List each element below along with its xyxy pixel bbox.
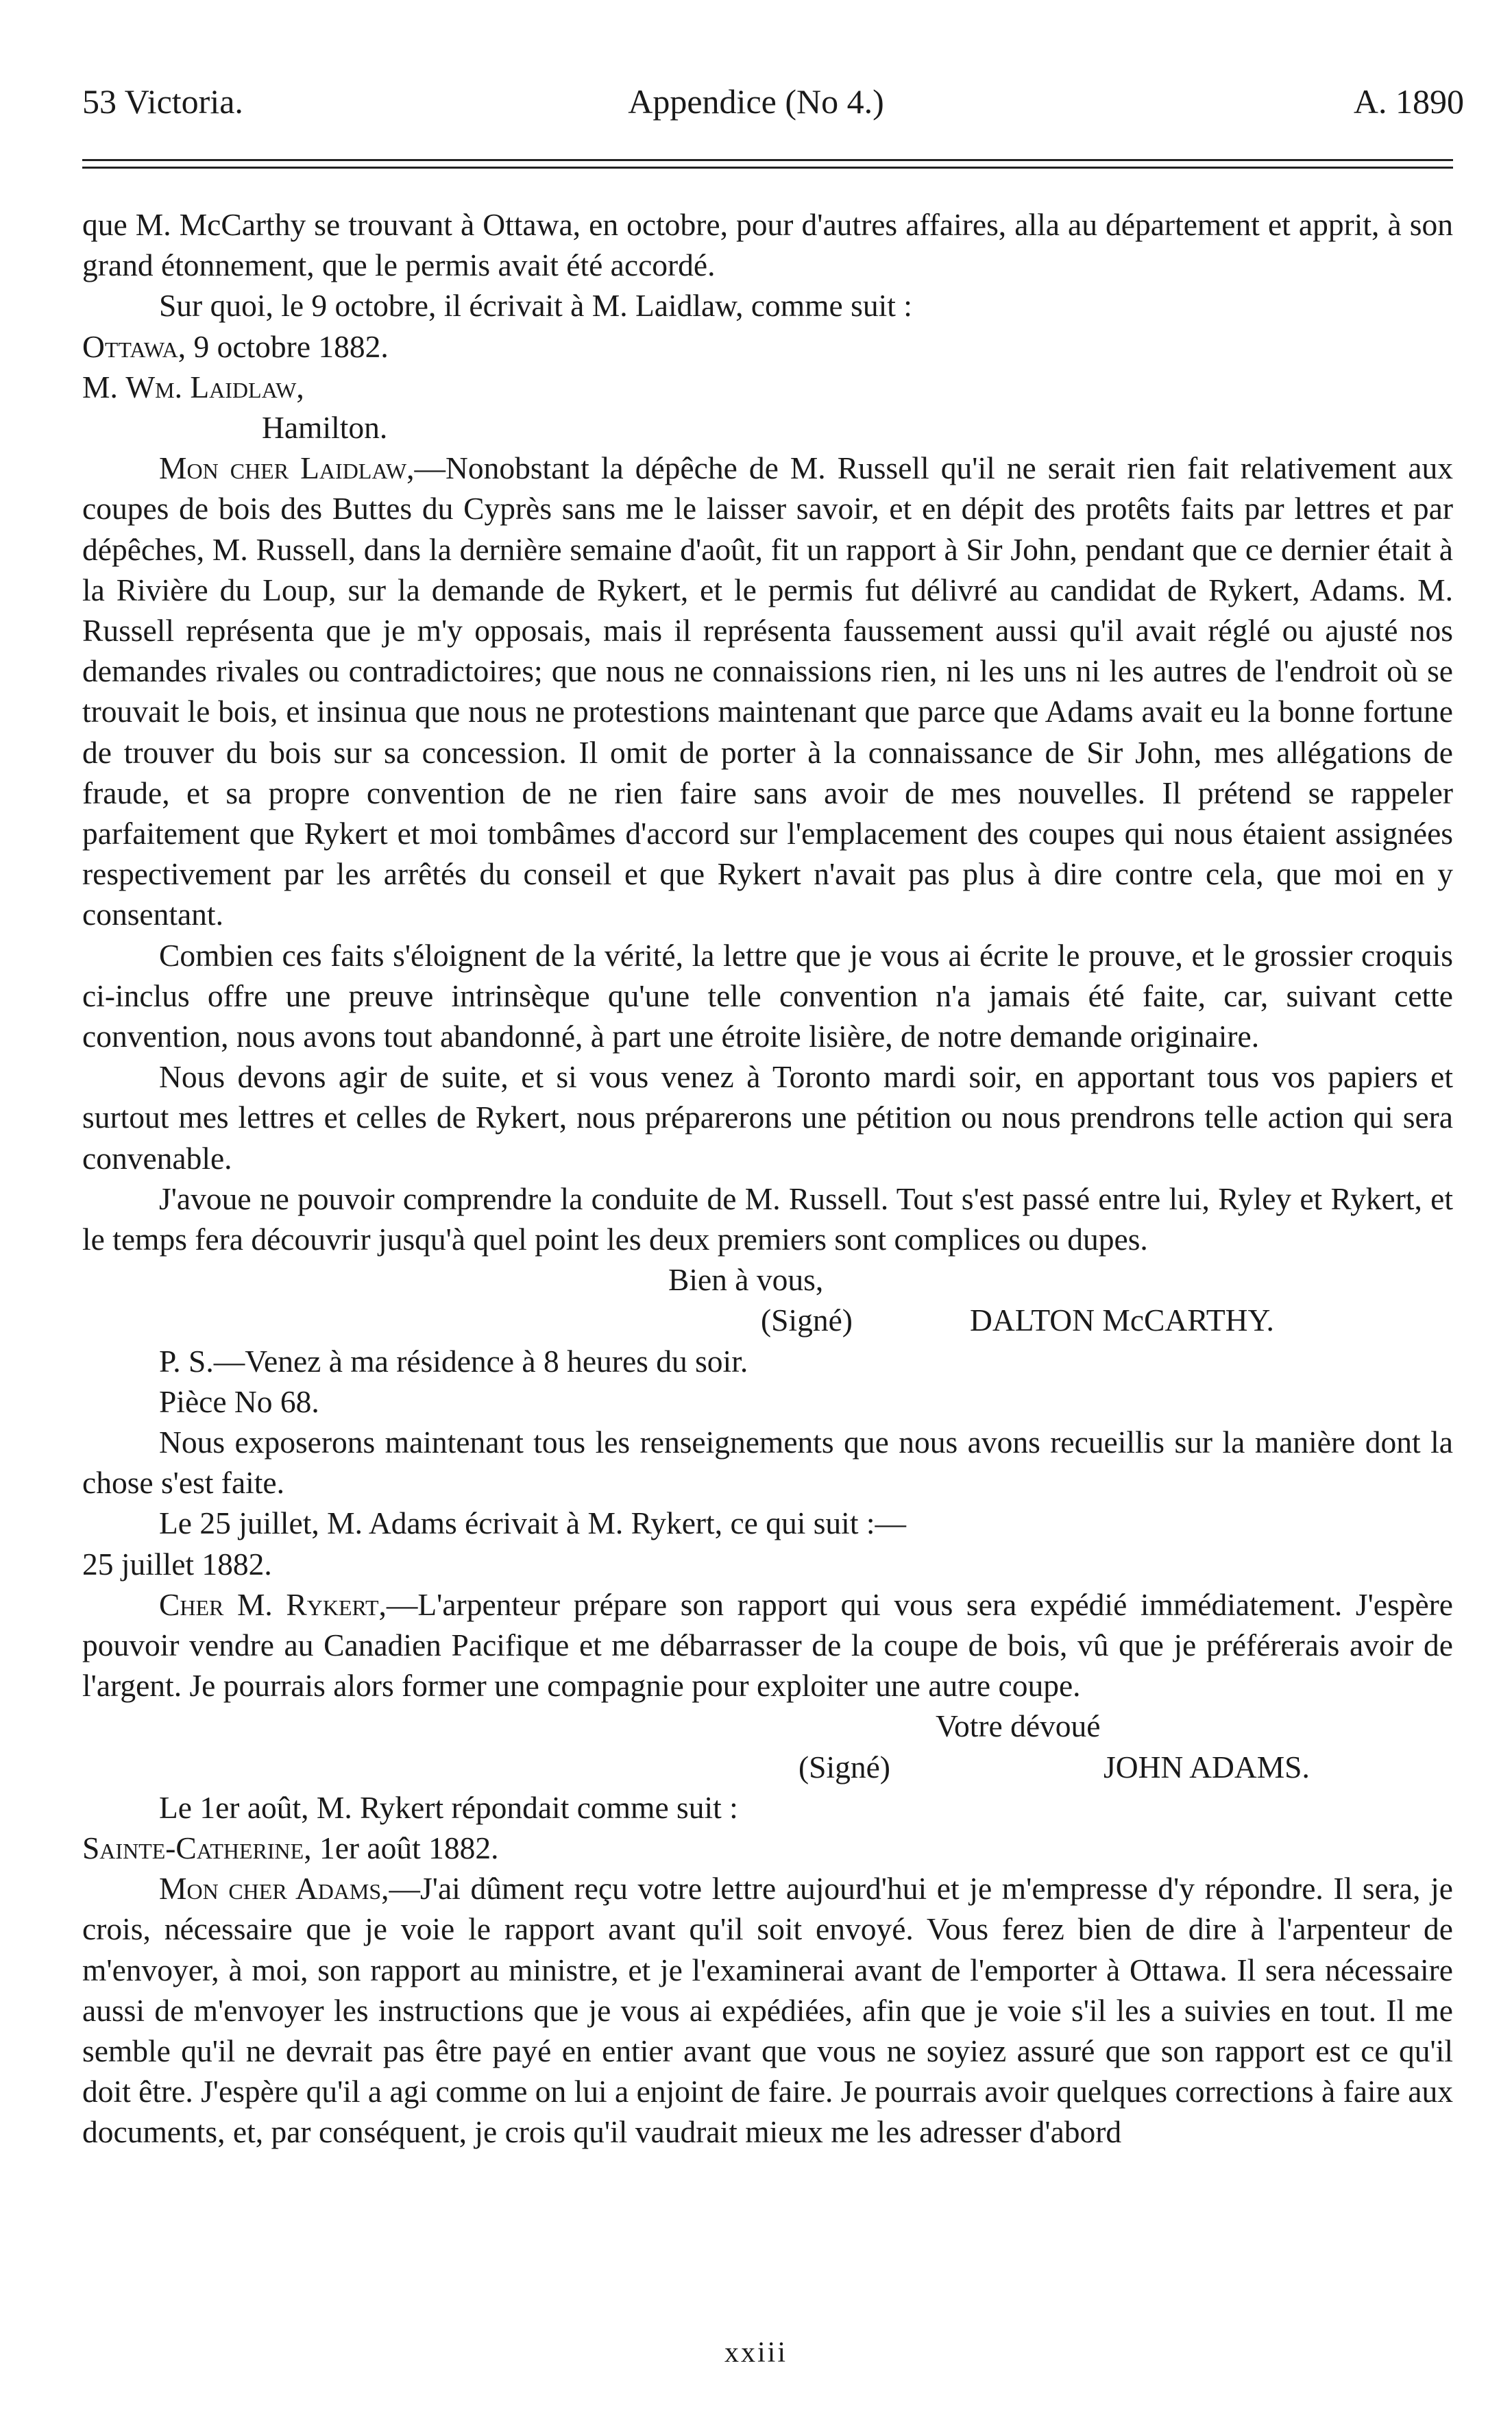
letter1-addressee-name: Wm. Laidlaw,: [125, 369, 304, 404]
header-rule-top: [82, 159, 1453, 161]
paragraph-intro: que M. McCarthy se trouvant à Ottawa, en octobre, pour d'autres affaires, alla au département et apprit, à son grand étonnement, que le permis avait été accordé.: [82, 207, 1453, 283]
letter1-signature-line: [82, 1300, 1453, 1340]
header-session: 53 Victoria.: [82, 82, 243, 121]
letter2-closing: Votre dévoué: [936, 1708, 1101, 1744]
letter3-paragraph-1: [82, 1868, 1453, 2152]
letter2-dateline: 25 juillet 1882.: [82, 1546, 272, 1582]
letter1-addressee-prefix: M.: [82, 369, 126, 404]
letter1-addressee: [82, 367, 1453, 407]
paragraph-exposition: Nous exposerons maintenant tous les renseignements que nous avons recueillis sur la manière dont la chose s'est faite.: [82, 1425, 1453, 1501]
letter2-paragraph-1: [82, 1584, 1453, 1706]
header-appendix: Appendice (No 4.): [628, 82, 884, 121]
header-rule-bottom: [82, 167, 1453, 169]
letter3-salutation: Mon cher Adams,: [159, 1871, 389, 1907]
letter1-paragraph-1: [82, 448, 1453, 934]
letter1-dateline: [82, 326, 1453, 367]
letter1-signer-name: DALTON McCARTHY.: [970, 1303, 1274, 1338]
paragraph-rykert-intro: Le 1er août, M. Rykert répondait comme suit :: [159, 1789, 738, 1825]
letter2-signature-line: [82, 1747, 1453, 1787]
exhibit-number: Pièce No 68.: [159, 1383, 319, 1419]
letter1-closing-line: [82, 1259, 1453, 1300]
letter2-closing-line: [82, 1706, 1453, 1746]
letter1-paragraph-4: J'avoue ne pouvoir comprendre la conduite de M. Russell. Tout s'est passé entre lui, Ryley et Rykert, et le temps fera découvrir jusqu'à quel point les deux premiers sont complices ou dupes.: [82, 1181, 1453, 1257]
letter2-signer-name: JOHN ADAMS.: [1103, 1749, 1310, 1784]
paragraph-adams-intro: Le 25 juillet, M. Adams écrivait à M. Rykert, ce qui suit :—: [159, 1505, 906, 1541]
letter3-dateline-place: Sainte-Catherine,: [82, 1830, 312, 1866]
header-year: A. 1890: [1353, 82, 1464, 121]
letter1-salutation: Mon cher Laidlaw,: [159, 450, 415, 486]
letter2-paragraph-1-text: —L'arpenteur prépare son rapport qui vous sera expédié immédiatement. J'espère pouvoir vendre au Canadien Pacifique et me débarrasser de la coupe de bois, vû que je préférerais avoir de l'argent. Je pourrais alors former une compagnie pour exploiter une autre coupe.: [82, 1586, 1453, 1704]
letter1-paragraph-1-text: —Nonobstant la dépêche de M. Russell qu'il ne serait rien fait relativement aux coupes de bois des Buttes du Cyprès sans me le laisser savoir, et en dépit des protêts faits par lettres et par dépêches, M. Russell, dans la dernière semaine d'août, fit un rapport à Sir John, pendant que ce dernier était à la Rivière du Loup, sur la demande de Rykert, et le permis fut délivré au candidat de Rykert, Adams. M. Russell représenta que je m'y opposais, mais il représenta faussement aussi qu'il avait réglé ou ajusté nos demandes rivales ou contradictoires; que nous ne connaissions rien, ni les uns ni les autres de l'endroit où se trouvait le bois, et insinua que nous ne protestions maintenant que parce que Adams avait eu la bonne fortune de trouver du bois sur sa concession. Il omit de porter à la connaissance de Sir John, mes allégations de fraude, et sa propre convention de ne rien faire sans avoir de mes nouvelles. Il prétend se rappeler parfaitement que Rykert et moi tombâmes d'accord sur l'emplacement des coupes qui nous étaient assignées respectivement par les arrêtés du conseil et que Rykert n'avait pas plus à dire contre cela, que moi en y consentant.: [82, 450, 1454, 932]
letter1-closing: Bien à vous,: [668, 1262, 824, 1298]
letter2-salutation: Cher M. Rykert,: [159, 1586, 387, 1622]
letter3-dateline-date: 1er août 1882.: [319, 1830, 499, 1866]
letter1-dateline-date: 9 octobre 1882.: [193, 328, 389, 364]
letter1-signed-label: (Signé): [761, 1303, 853, 1338]
letter2-signed-label: (Signé): [798, 1749, 890, 1784]
letter1-addressee-city: Hamilton.: [262, 410, 388, 446]
letter1-paragraph-3: Nous devons agir de suite, et si vous venez à Toronto mardi soir, en apportant tous vos papiers et surtout mes lettres et celles de Rykert, nous préparerons une pétition ou nous prendrons telle action qui sera convenable.: [82, 1059, 1453, 1176]
letter3-paragraph-1-text: —J'ai dûment reçu votre lettre aujourd'hui et je m'empresse d'y répondre. Il sera, je crois, nécessaire que je voie le rapport avant qu'il soit envoyé. Vous ferez bien de dire à l'arpenteur de m'envoyer, à moi, son rapport au ministre, et je l'examinerai avant de l'emporter à Ottawa. Il sera nécessaire aussi de m'envoyer les instructions que je vous ai expédiées, afin que je voie s'il les a suivies en tout. Il me semble qu'il ne devrait pas être payé en entier avant que vous ne soyiez assuré que son rapport est ce qu'il doit être. J'espère qu'il a agi comme on lui a enjoint de faire. Je pourrais avoir quelques corrections à faire aux documents, et, par conséquent, je crois qu'il vaudrait mieux me les adresser d'abord: [82, 1871, 1453, 2150]
letter1-dateline-place: Ottawa,: [82, 328, 186, 364]
document-body: [82, 204, 1453, 2153]
page-number: xxiii: [724, 2337, 788, 2369]
letter1-paragraph-2: Combien ces faits s'éloignent de la vérité, la lettre que je vous ai écrite le prouve, et le grossier croquis ci-inclus offre une preuve intrinsèque qu'une telle convention n'a jamais été faite, car, suivant cette convention, nous avons tout abandonné, à part une étroite lisière, de notre demande originaire.: [82, 937, 1453, 1054]
postscript: P. S.—Venez à ma résidence à 8 heures du soir.: [159, 1343, 748, 1379]
paragraph-transition: Sur quoi, le 9 octobre, il écrivait à M. Laidlaw, comme suit :: [159, 288, 912, 324]
letter3-dateline: [82, 1828, 1453, 1868]
